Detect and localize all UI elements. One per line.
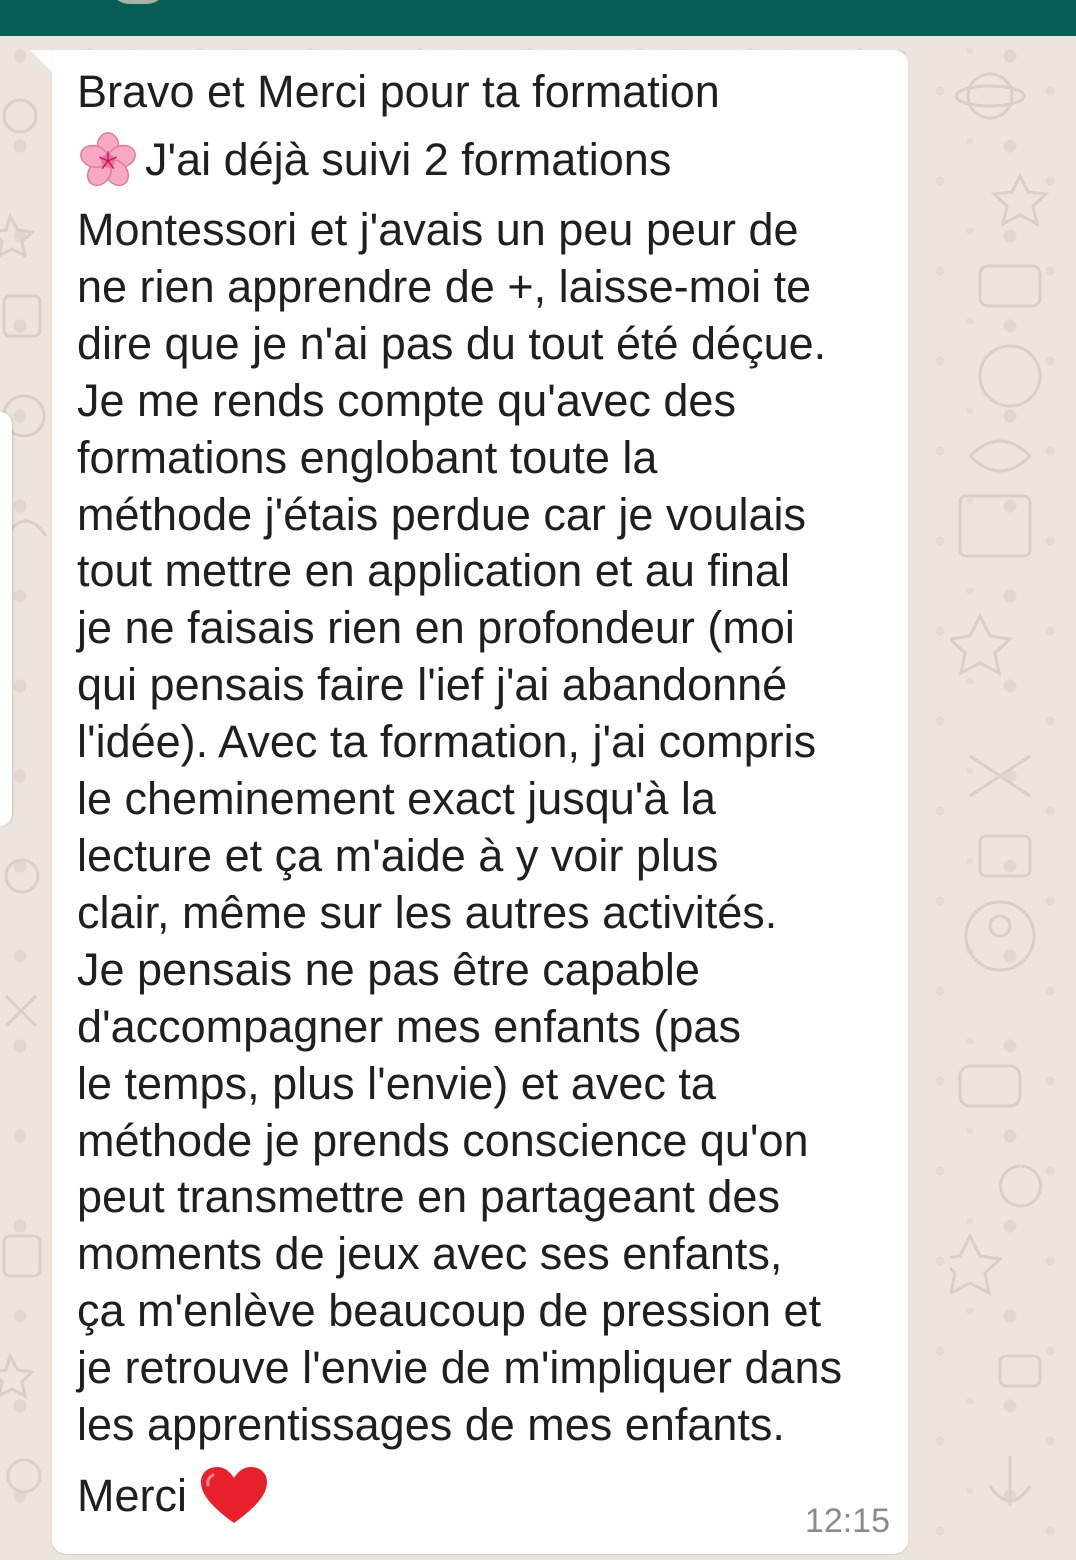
wallpaper-doodles bbox=[950, 56, 1060, 1536]
message-closing-text: Merci bbox=[77, 1470, 187, 1521]
message-second-line bbox=[77, 130, 671, 190]
contact-avatar[interactable] bbox=[108, 0, 168, 4]
message-closing-line bbox=[77, 1464, 269, 1528]
side-panel-handle[interactable] bbox=[0, 412, 12, 826]
message-second-line-text: J'ai déjà suivi 2 formations bbox=[145, 134, 672, 185]
red-heart-icon bbox=[199, 1465, 269, 1527]
chat-header-bar bbox=[0, 0, 1076, 36]
cherry-blossom-icon bbox=[77, 129, 139, 191]
message-bubble-tail bbox=[30, 50, 54, 74]
message-body-text: Montessori et j'avais un peu peur de ne rien apprendre de +, laisse-moi te dire que je n'ai pas du tout été déçue. Je me rends compte qu'avec des formations englobant toute la méthode j'étais perdue car je voulais tout mettre en application et au final je ne faisais rien en profondeur (moi qui pensais faire l'ief j'ai abandonné l'idée). Avec ta formation, j'ai compris le cheminement exact jusqu'à la lecture et ça m'aide à y voir plus clair, même sur les autres activités. Je pensais ne pas être capable d'accompagner mes enfants (pas le temps, plus l'envie) et avec ta méthode je prends conscience qu'on peut transmettre en partageant des moments de jeux avec ses enfants, ça m'enlève beaucoup de pression et je retrouve l'envie de m'impliquer dans les apprentissages de mes enfants. bbox=[77, 204, 843, 1451]
message-header-line: Bravo et Merci pour ta formation bbox=[77, 66, 720, 117]
message-timestamp: 12:15 bbox=[804, 1502, 890, 1540]
